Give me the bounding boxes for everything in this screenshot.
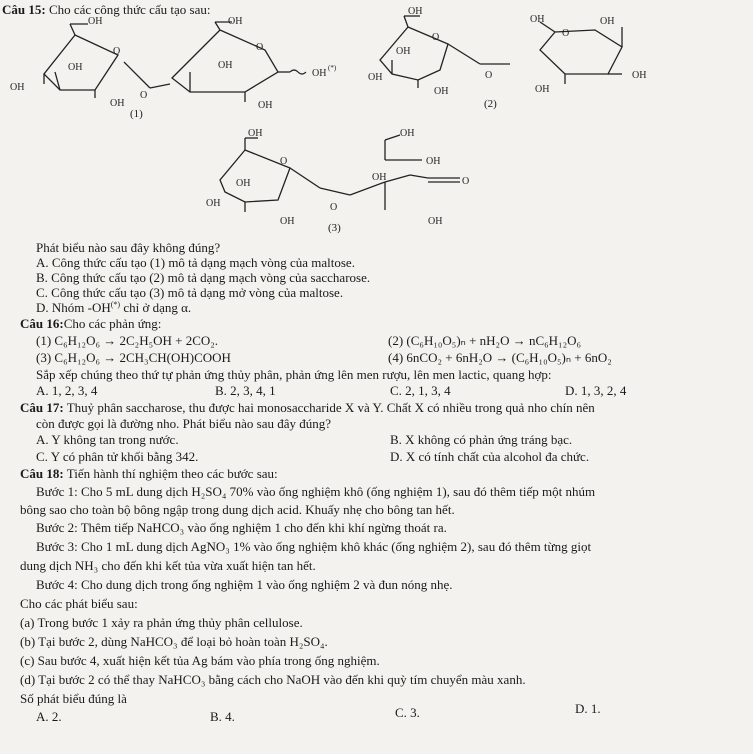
q18-step-4: Bước 4: Cho dung dịch trong ống nghiệm 1 vào ống nghiệm 2 và đun nóng nhẹ.: [36, 577, 453, 592]
q18-statement-b: (b) Tại bước 2, dùng NaHCO₃ để loại bỏ hoàn toàn H₂SO₄.: [20, 634, 328, 649]
atom-oh: OH: [258, 100, 273, 111]
atom-oh: OH: [280, 216, 295, 227]
q17-option-c: C. Y có phân tử khối bằng 342.: [36, 449, 199, 464]
atom-o: O: [562, 28, 570, 39]
q16-reaction-1: (1) C₆H₁₂O₆ → 2C₂H₅OH + 2CO₂.: [36, 333, 219, 348]
atom-oh: OH: [408, 6, 423, 17]
q15-option-b: B. Công thức cấu tạo (2) mô tả dạng mạch vòng của saccharose.: [36, 270, 371, 285]
atom-oh: OH: [236, 178, 251, 189]
atom-oh: OH: [68, 62, 83, 73]
q18-statement-d: (d) Tại bước 2 có thể thay NaHCO₃ bằng cách cho NaOH vào đến khi quỳ tím chuyển màu xanh.: [20, 672, 526, 687]
atom-o: O: [140, 90, 148, 101]
q18-statement-c: (c) Sau bước 4, xuất hiện kết tủa Ag bám vào phía trong ống nghiệm.: [20, 653, 380, 668]
q15-option-d-post: chỉ ở dạng α.: [120, 300, 192, 315]
q18-step-1a: Bước 1: Cho 5 mL dung dịch H₂SO₄ 70% vào ống nghiệm khô (ống nghiệm 1), sau đó thêm tiếp một nhúm: [36, 484, 596, 499]
q18-title: Câu 18:: [20, 466, 64, 481]
atom-oh: OH: [372, 172, 387, 183]
q16-reaction-4: (4) 6nCO₂ + 6nH₂O → (C₆H₁₀O₅)ₙ + 6nO₂: [388, 350, 612, 365]
q16-option-a: A. 1, 2, 3, 4: [36, 383, 98, 398]
q15-title: Câu 15:: [2, 2, 46, 17]
structure-1-maltose-cyclic: [0, 10, 360, 120]
q18-statement-a: (a) Trong bước 1 xảy ra phản ứng thủy phân cellulose.: [20, 615, 303, 630]
atom-oh: OH: [218, 60, 233, 71]
q16-title: Câu 16:: [20, 316, 64, 331]
atom-o: O: [462, 176, 470, 187]
atom-oh: OH: [88, 16, 103, 27]
q18-option-b: B. 4.: [210, 709, 235, 724]
fig3-label: (3): [328, 222, 341, 234]
fig1-label: (1): [130, 108, 143, 120]
q18-option-c: C. 3.: [395, 705, 420, 720]
q15-option-d: [36, 300, 191, 316]
q17-line-1: [20, 400, 595, 416]
q18-option-d: D. 1.: [575, 701, 601, 716]
q16-reaction-3: (3) C₆H₁₂O₆ → 2CH₃CH(OH)COOH: [36, 350, 231, 365]
atom-o: O: [113, 46, 121, 57]
fig2-label: (2): [484, 98, 497, 110]
atom-oh-star: OH: [312, 68, 327, 79]
q16-question: Sắp xếp chúng theo thứ tự phản ứng thủy phân, phản ứng lên men rượu, lên men lactic, quang hợp:: [36, 367, 552, 382]
q16-intro: Cho các phản ứng:: [63, 316, 162, 331]
q16-header: [20, 316, 161, 332]
atom-oh: OH: [530, 14, 545, 25]
q16-option-d: D. 1, 3, 2, 4: [565, 383, 627, 398]
atom-oh: OH: [535, 84, 550, 95]
q18-question: Số phát biểu đúng là: [20, 691, 127, 706]
q17-option-d: D. X có tính chất của alcohol đa chức.: [390, 449, 590, 464]
star-mark: (*): [110, 300, 121, 309]
q16-option-b: B. 2, 3, 4, 1: [215, 383, 276, 398]
q17-text-2: còn được gọi là đường nho. Phát biểu nào sau đây đúng?: [36, 416, 332, 431]
q18-step-1b: bông sao cho toàn bộ bông ngập trong dung dịch acid. Khuấy nhẹ cho bông tan hết.: [20, 502, 455, 517]
atom-oh: OH: [248, 128, 263, 139]
q18-intro: Tiến hành thí nghiệm theo các bước sau:: [66, 466, 278, 481]
q18-step-3b: dung dịch NH₃ cho đến khi kết tủa vừa xuất hiện tan hết.: [20, 558, 316, 573]
q15-option-d-pre: D. Nhóm -OH: [36, 300, 111, 315]
atom-oh: OH: [228, 16, 243, 27]
q15-intro: Cho các công thức cấu tạo sau:: [48, 2, 211, 17]
atom-oh: OH: [400, 128, 415, 139]
atom-oh: OH: [600, 16, 615, 27]
atom-oh: OH: [10, 82, 25, 93]
q16-reaction-2: (2) (C₆H₁₀O₅)ₙ + nH₂O → nC₆H₁₂O₆: [388, 333, 582, 348]
atom-o: O: [485, 70, 493, 81]
q18-header: [20, 466, 278, 482]
atom-oh: OH: [110, 98, 125, 109]
atom-oh: OH: [368, 72, 383, 83]
atom-o: O: [256, 42, 264, 53]
atom-oh: OH: [206, 198, 221, 209]
structure-3-maltose-open: [200, 120, 500, 235]
atom-oh: OH: [428, 216, 443, 227]
q18-statements-intro: Cho các phát biểu sau:: [20, 596, 138, 611]
q18-option-a: A. 2.: [36, 709, 62, 724]
q18-step-3a: Bước 3: Cho 1 mL dung dịch AgNO₃ 1% vào ống nghiệm khô khác (ống nghiệm 2), sau đó thêm từng giọt: [36, 539, 592, 554]
structure-2-saccharose: [360, 2, 680, 107]
q17-title: Câu 17:: [20, 400, 64, 415]
q15-option-a: A. Công thức cấu tạo (1) mô tả dạng mạch vòng của maltose.: [36, 255, 355, 270]
q17-option-b: B. X không có phản ứng tráng bạc.: [390, 432, 573, 447]
q15-option-c: C. Công thức cấu tạo (3) mô tả dạng mở vòng của maltose.: [36, 285, 344, 300]
q17-option-a: A. Y không tan trong nước.: [36, 432, 179, 447]
star-mark: (*): [328, 64, 337, 72]
atom-o: O: [330, 202, 338, 213]
atom-oh: OH: [426, 156, 441, 167]
atom-oh: OH: [632, 70, 647, 81]
q15-question: Phát biểu nào sau đây không đúng?: [36, 240, 221, 255]
q16-option-c: C. 2, 1, 3, 4: [390, 383, 451, 398]
atom-o: O: [432, 32, 440, 43]
q17-text-1: Thuỷ phân saccharose, thu được hai monosaccharide X và Y. Chất X có nhiều trong quả nho chín nên: [66, 400, 595, 415]
atom-oh: OH: [434, 86, 449, 97]
atom-oh: OH: [396, 46, 411, 57]
atom-o: O: [280, 156, 288, 167]
q18-step-2: Bước 2: Thêm tiếp NaHCO₃ vào ống nghiệm 1 cho đến khi khí ngừng thoát ra.: [36, 520, 447, 535]
